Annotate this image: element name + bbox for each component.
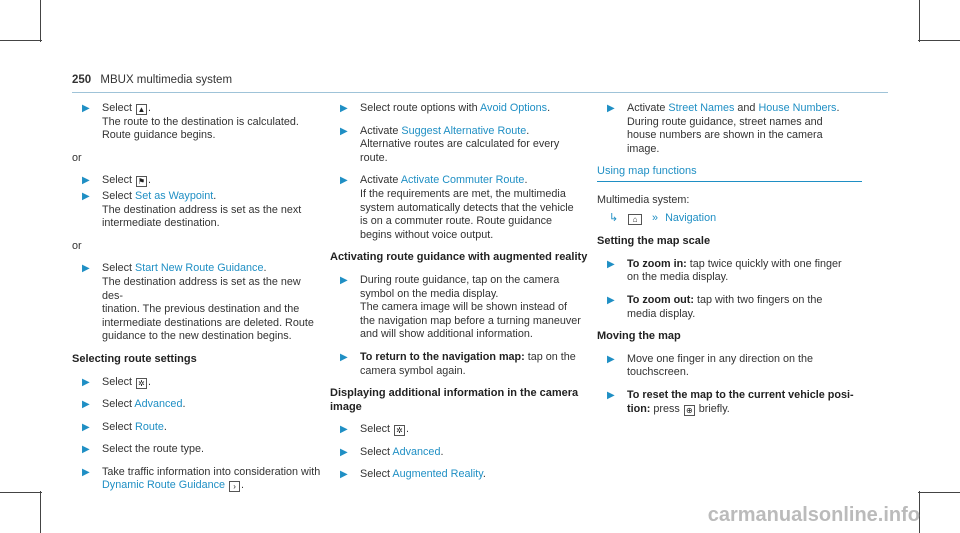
arrow-icon: ▶ bbox=[82, 376, 90, 388]
arrow-icon: ▶ bbox=[340, 351, 348, 363]
or-text: or bbox=[72, 151, 82, 164]
column-right bbox=[597, 102, 862, 425]
section-heading: Selecting route settings bbox=[72, 352, 197, 365]
navigation-link[interactable]: Navigation bbox=[665, 211, 717, 224]
step: ▶ Move one finger in any direction on the touchscreen. bbox=[597, 353, 862, 380]
advanced-link[interactable]: Advanced bbox=[392, 445, 441, 458]
triangle-icon: ▲ bbox=[137, 105, 146, 114]
street-names-link[interactable]: Street Names bbox=[668, 102, 735, 114]
augmented-reality-link[interactable]: Augmented Reality bbox=[392, 468, 483, 481]
return-arrow-icon: ↳ bbox=[609, 211, 619, 224]
crop-mark bbox=[918, 40, 960, 41]
step: ▶ To return to the navigation map: tap on the camera symbol again. bbox=[330, 351, 590, 378]
step: ▶ Select ⚑ . bbox=[72, 174, 322, 188]
section-heading: Activating route guidance with augmented reality bbox=[330, 251, 588, 264]
step: ▶ Take traffic information into consideration with Dynamic Route Guidance › . bbox=[72, 466, 322, 493]
step: ▶ Activate Activate Commuter Route. If the requirements are met, the multimedia system automatically detects that the vehicle is on a commuter route. Route guidance begins without voice output. bbox=[330, 174, 590, 242]
step: ▶ Activate Suggest Alternative Route. Alternative routes are calculated for every route. bbox=[330, 125, 590, 166]
home-icon: ⌂ bbox=[628, 214, 642, 225]
double-chevron-icon: » bbox=[652, 211, 659, 224]
column-middle bbox=[330, 102, 590, 491]
route-link[interactable]: Route bbox=[135, 420, 164, 433]
step: ▶ Activate Street Names and House Numbers. During route guidance, street names and house numbers are shown in the camera image. bbox=[597, 102, 862, 156]
suggest-alternative-route-link[interactable]: Suggest Alternative Route bbox=[401, 124, 527, 137]
step: ▶ To zoom out: tap with two fingers on the media display. bbox=[597, 294, 862, 321]
step: ▶ During route guidance, tap on the camera symbol on the media display. The camera image will be shown instead of the navigation map before a turning maneuver and will show additional information. bbox=[330, 274, 590, 342]
watermark: carmanualsonline.info bbox=[707, 504, 920, 526]
arrow-icon: ▶ bbox=[340, 469, 348, 481]
arrow-icon: ▶ bbox=[607, 353, 615, 365]
waypoint-flag-icon: ⚑ bbox=[137, 177, 146, 187]
step: ▶ Select Advanced. bbox=[330, 446, 590, 460]
crop-mark bbox=[918, 492, 960, 493]
activate-commuter-route-link[interactable]: Activate Commuter Route bbox=[400, 174, 525, 187]
dynamic-route-guidance-link[interactable]: Dynamic Route Guidance bbox=[102, 479, 226, 492]
header-rule bbox=[72, 92, 888, 93]
crop-mark bbox=[40, 0, 41, 42]
arrow-icon: ▶ bbox=[607, 103, 615, 114]
crosshair-icon: ⊕ bbox=[684, 405, 695, 416]
page-number: 250 bbox=[72, 74, 92, 86]
advanced-link[interactable]: Advanced bbox=[134, 398, 183, 411]
section-heading: Displaying additional information in the camera image bbox=[330, 387, 579, 413]
crop-mark bbox=[919, 0, 920, 42]
step: ▶ Select Advanced. bbox=[72, 398, 322, 412]
crop-mark bbox=[0, 492, 42, 493]
step: ▶ Select the route type. bbox=[72, 443, 322, 457]
page-title: MBUX multimedia system bbox=[100, 74, 233, 86]
crop-mark bbox=[0, 40, 42, 41]
arrow-icon: ▶ bbox=[82, 421, 90, 433]
set-as-waypoint-link[interactable]: Set as Waypoint bbox=[135, 189, 214, 202]
start-new-route-guidance-link[interactable]: Start New Route Guidance bbox=[135, 262, 264, 275]
step: ▶ Select ▲ . The route to the destination is calculated. Route guidance begins. bbox=[72, 102, 322, 143]
arrow-icon: ▶ bbox=[82, 103, 90, 114]
arrow-icon: ▶ bbox=[82, 190, 90, 202]
step: ▶ Select ✲ . bbox=[330, 423, 590, 437]
step: ▶ Select Start New Route Guidance. The destination address is set as the new des- tination. The previous destination and the intermediate destinations are deleted. Route guidance to the new destination begins. bbox=[72, 262, 322, 344]
step: ▶ Select ✲ . bbox=[72, 376, 322, 390]
avoid-options-link[interactable]: Avoid Options bbox=[480, 102, 548, 114]
chevron-right-icon: › bbox=[229, 481, 240, 492]
arrow-icon: ▶ bbox=[82, 263, 90, 275]
step: ▶ Select Set as Waypoint. The destination address is set as the next intermediate destination. bbox=[72, 190, 322, 231]
arrow-icon: ▶ bbox=[607, 294, 615, 306]
step: ▶ Select Route. bbox=[72, 421, 322, 435]
arrow-icon: ▶ bbox=[340, 103, 348, 114]
page-header bbox=[72, 74, 232, 86]
arrow-icon: ▶ bbox=[340, 446, 348, 458]
arrow-icon: ▶ bbox=[340, 175, 348, 187]
section-heading: Moving the map bbox=[597, 330, 681, 343]
step: ▶ Select Augmented Reality. bbox=[330, 468, 590, 482]
step: ▶ Select route options with Avoid Options. bbox=[330, 102, 590, 116]
or-text: or bbox=[72, 239, 82, 252]
house-numbers-link[interactable]: House Numbers bbox=[758, 102, 837, 114]
system-label: Multimedia system: bbox=[597, 193, 690, 206]
arrow-icon: ▶ bbox=[82, 466, 90, 478]
navigation-path bbox=[609, 212, 862, 226]
arrow-icon: ▶ bbox=[82, 444, 90, 456]
arrow-icon: ▶ bbox=[340, 125, 348, 137]
arrow-icon: ▶ bbox=[82, 175, 90, 187]
settings-gear-icon: ✲ bbox=[394, 425, 405, 436]
arrow-icon: ▶ bbox=[340, 424, 348, 436]
arrow-icon: ▶ bbox=[607, 389, 615, 401]
crop-mark bbox=[40, 491, 41, 533]
arrow-icon: ▶ bbox=[340, 274, 348, 286]
settings-gear-icon: ✲ bbox=[136, 378, 147, 389]
step: ▶ To zoom in: tap twice quickly with one finger on the media display. bbox=[597, 258, 862, 285]
section-title: Using map functions bbox=[597, 165, 862, 182]
section-heading: Setting the map scale bbox=[597, 235, 711, 248]
column-left bbox=[72, 102, 322, 502]
arrow-icon: ▶ bbox=[82, 399, 90, 411]
step: ▶ To reset the map to the current vehicle posi- tion: press ⊕ briefly. bbox=[597, 389, 862, 416]
arrow-icon: ▶ bbox=[607, 258, 615, 270]
